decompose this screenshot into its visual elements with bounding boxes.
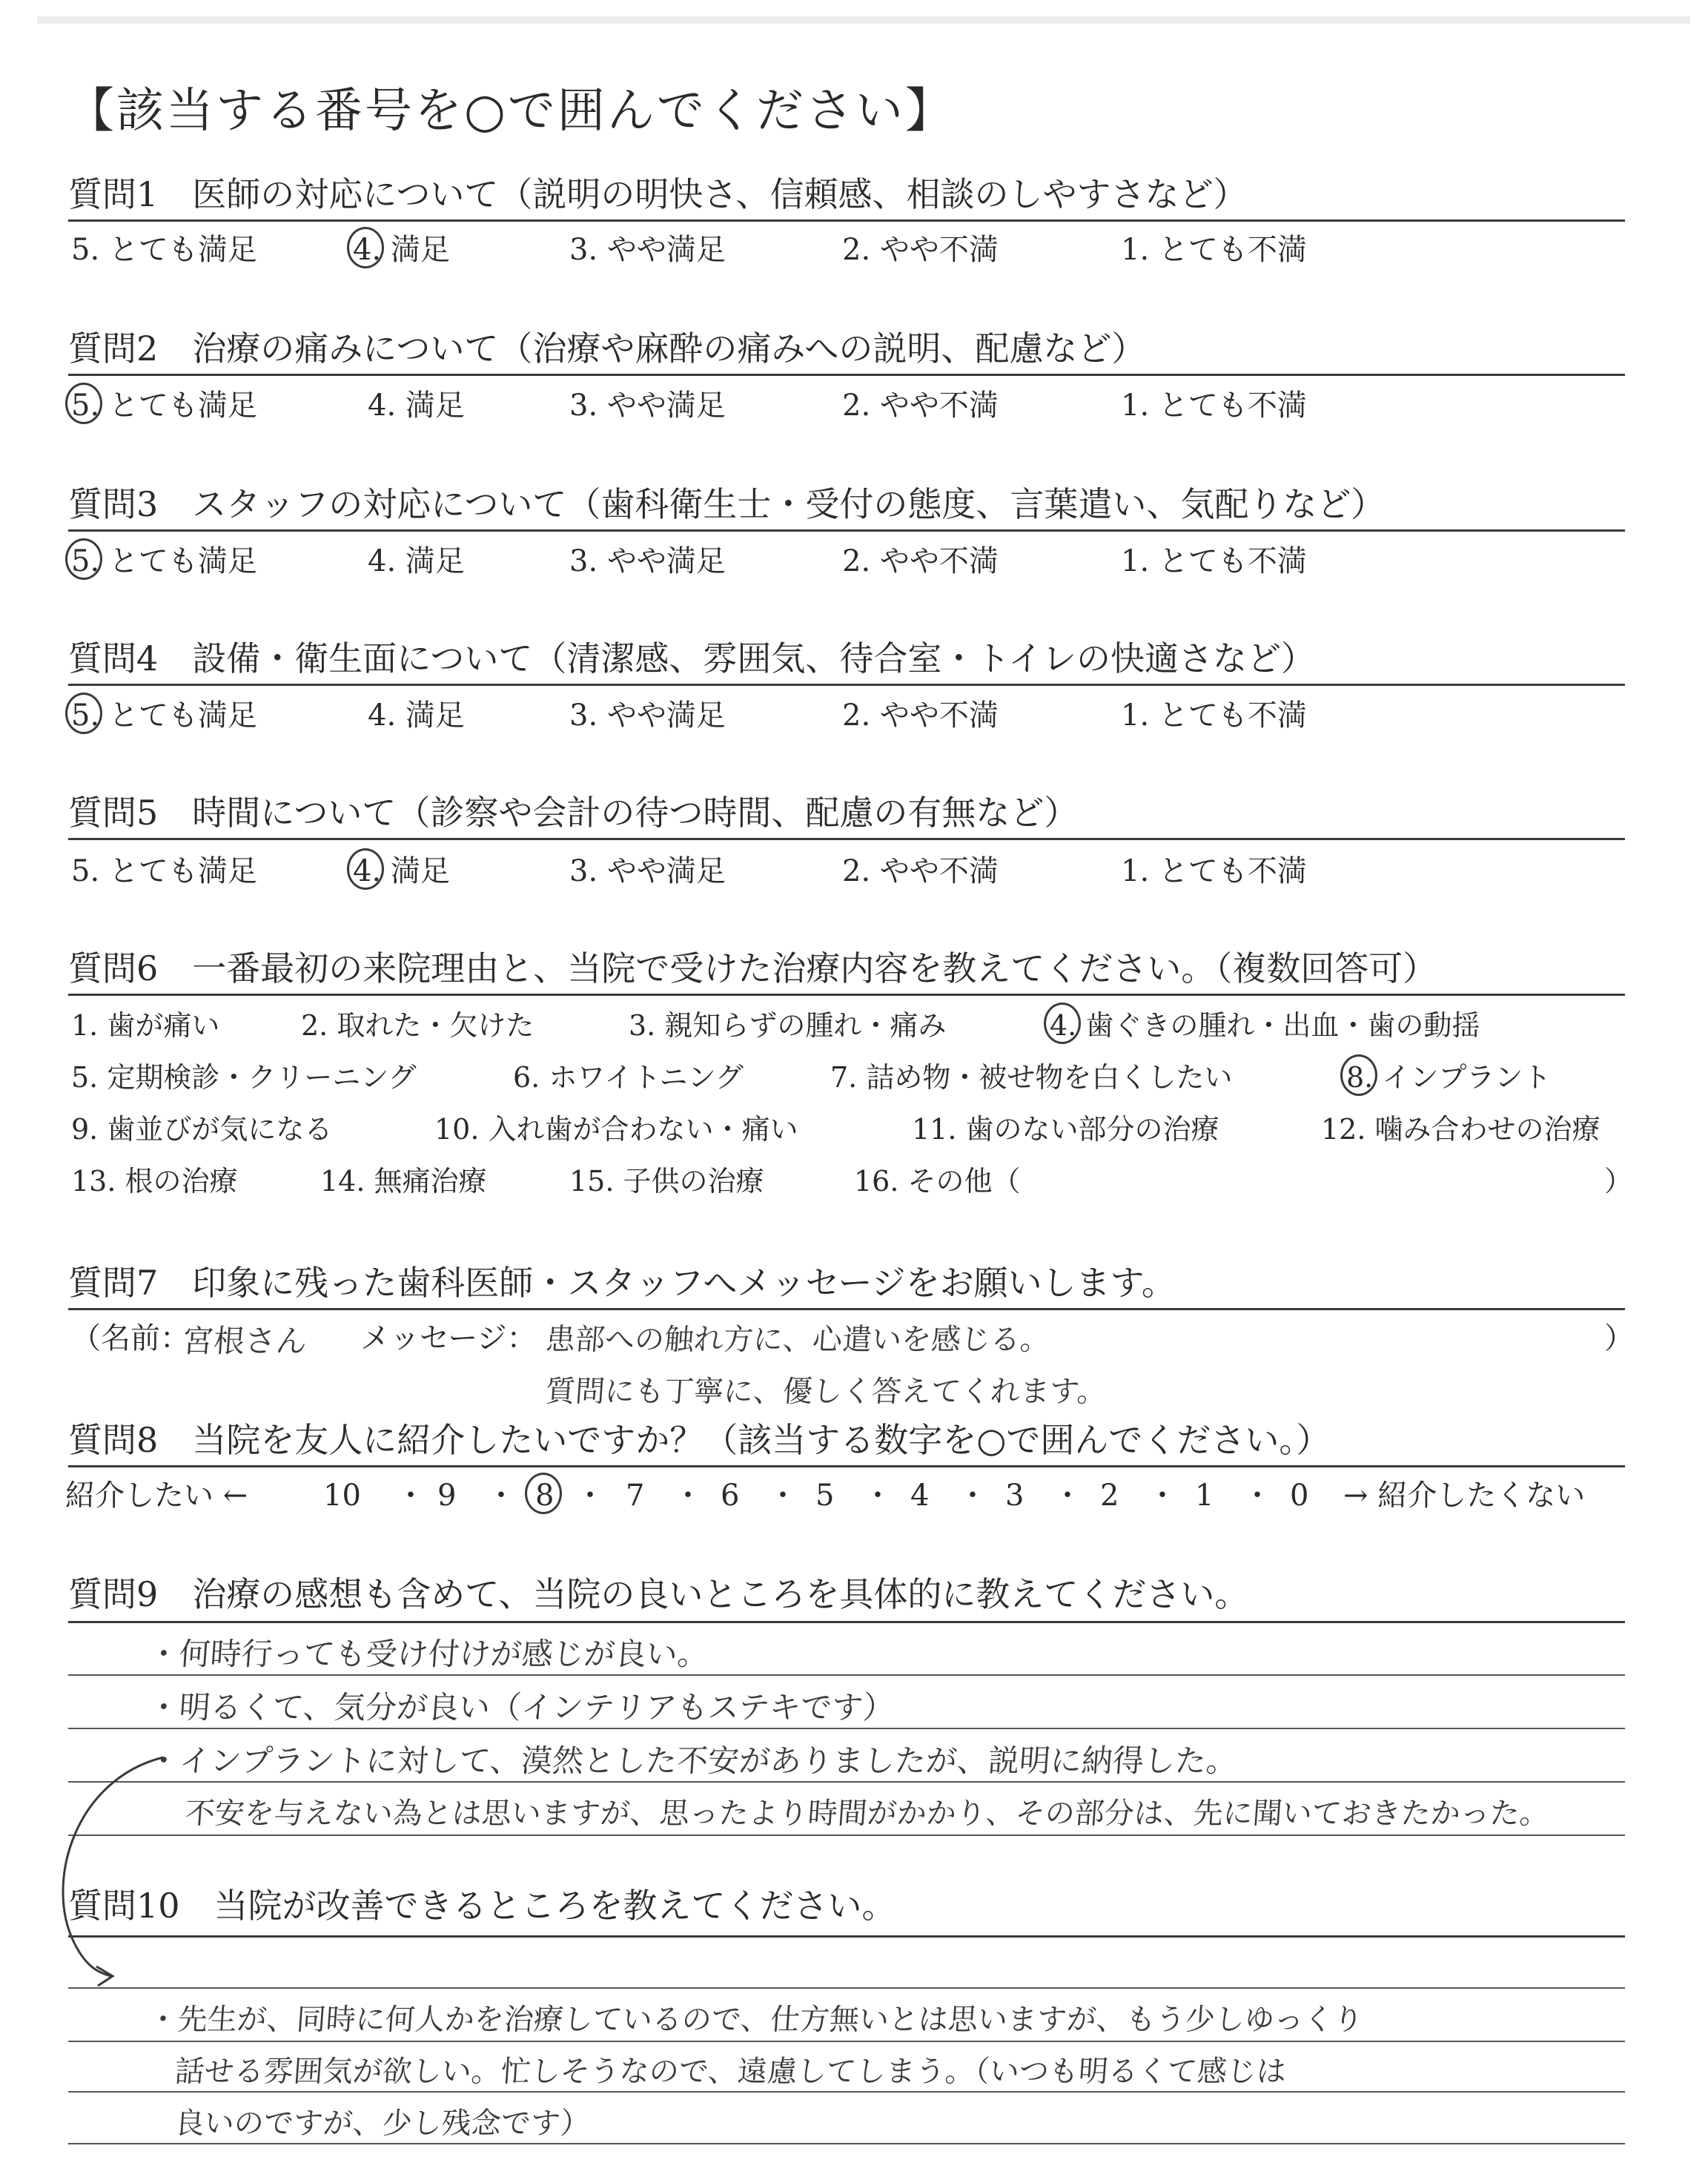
q6-option-9[interactable]: 9. 歯並びが気になる — [71, 1113, 333, 1146]
question-9 — [68, 1572, 1625, 1616]
q6-option-2[interactable]: 2. 取れた・欠けた — [301, 1009, 534, 1042]
question-3 — [68, 482, 1625, 526]
recommend-right-label: → 紹介したくない — [1343, 1479, 1586, 1513]
question-5-heading: 質問5 時間について（診察や会計の待つ時間、配慮の有無など） — [68, 793, 1079, 833]
question-10 — [68, 1883, 1625, 1928]
question-6 — [68, 946, 1625, 991]
handwritten-arrow — [44, 1750, 193, 1987]
selection-circle — [525, 1473, 562, 1514]
message-close: ） — [1604, 1321, 1634, 1355]
q10-answer-1[interactable]: ・先生が、同時に何人かを治療しているので、仕方無いとは思いますが、もう少しゆっくり — [147, 2003, 1365, 2037]
scale-3[interactable]: 3 — [1005, 1479, 1025, 1513]
q1-option-1[interactable]: 1. とても不満 — [1121, 233, 1307, 267]
q9-answer-4[interactable]: 不安を与えない為とは思いますが、思ったより時間がかかり、その部分は、先に聞いておきたかった。 — [184, 1797, 1551, 1831]
question-4-heading: 質問4 設備・衛生面について（清潔感、雰囲気、待合室・トイレの快適さなど） — [68, 638, 1316, 678]
q1-option-2[interactable]: 2. やや不満 — [842, 233, 999, 267]
scale-6[interactable]: 6 — [721, 1479, 740, 1513]
scale-5[interactable]: 5 — [815, 1479, 835, 1513]
scale-sep: ・ — [396, 1479, 426, 1513]
q10-answer-3[interactable]: 良いのですが、少し残念です） — [173, 2107, 592, 2141]
q6-option-16[interactable]: 16. その他（ — [854, 1165, 1021, 1198]
q2-option-5[interactable]: 5. とても満足 — [71, 387, 257, 424]
selection-circle — [347, 848, 384, 890]
q1-option-3[interactable]: 3. やや満足 — [569, 233, 726, 267]
scale-9[interactable]: 9 — [437, 1479, 457, 1513]
q6-option-15[interactable]: 15. 子供の治療 — [569, 1165, 764, 1198]
q6-option-5[interactable]: 5. 定期検診・クリーニング — [71, 1061, 417, 1094]
q3-option-4[interactable]: 4. 満足 — [368, 544, 465, 578]
q2-option-1[interactable]: 1. とても不満 — [1121, 389, 1307, 423]
q10-answer-2[interactable]: 話せる雰囲気が欲しい。忙しそうなので、遠慮してしまう。（いつも明るくて感じは — [173, 2055, 1288, 2089]
selection-circle — [65, 383, 102, 424]
q3-option-2[interactable]: 2. やや不満 — [842, 544, 999, 578]
scale-0[interactable]: 0 — [1290, 1479, 1309, 1513]
question-3-heading: 質問3 スタッフの対応について（歯科衛生士・受付の態度、言葉遣い、気配りなど） — [68, 484, 1386, 524]
scale-sep: ・ — [486, 1479, 516, 1513]
question-7 — [68, 1261, 1625, 1305]
scale-sep: ・ — [1242, 1479, 1272, 1513]
scale-sep: ・ — [863, 1479, 893, 1513]
answer-line — [68, 1781, 1625, 1783]
scale-8[interactable]: 8 — [535, 1477, 554, 1514]
q5-option-1[interactable]: 1. とても不満 — [1121, 854, 1307, 888]
question-3-rule — [68, 529, 1625, 532]
scale-10[interactable]: 10 — [323, 1479, 361, 1513]
q9-answer-2[interactable]: ・明るくて、気分が良い（インテリアもステキです） — [147, 1689, 896, 1725]
question-7-heading: 質問7 印象に残った歯科医師・スタッフへメッセージをお願いします。 — [68, 1263, 1176, 1303]
staff-name-handwritten[interactable]: 宮根さん — [181, 1323, 308, 1359]
scale-2[interactable]: 2 — [1100, 1479, 1119, 1513]
q3-option-3[interactable]: 3. やや満足 — [569, 544, 726, 578]
q6-option-1[interactable]: 1. 歯が痛い — [71, 1009, 220, 1042]
selection-circle — [65, 693, 102, 734]
scale-4[interactable]: 4 — [910, 1479, 930, 1513]
answer-line — [68, 2143, 1625, 2144]
q3-option-1[interactable]: 1. とても不満 — [1121, 544, 1307, 578]
question-8-rule — [68, 1465, 1625, 1467]
question-8-heading: 質問8 当院を友人に紹介したいですか？（該当する数字を○で囲んでください。） — [68, 1420, 1331, 1460]
question-10-heading: 質問10 当院が改善できるところを教えてください。 — [68, 1886, 896, 1926]
q3-option-5[interactable]: 5. とても満足 — [71, 543, 257, 580]
q6-option-12[interactable]: 12. 噛み合わせの治療 — [1321, 1113, 1601, 1146]
q6-option-3[interactable]: 3. 親知らずの腫れ・痛み — [629, 1009, 947, 1042]
q9-answer-3[interactable]: ・インプラントに対して、漠然とした不安がありましたが、説明に納得した。 — [147, 1743, 1239, 1779]
answer-line — [68, 1674, 1625, 1676]
question-1-rule — [68, 219, 1625, 222]
answer-line — [68, 1987, 1625, 1989]
answer-line — [68, 1728, 1625, 1729]
selection-circle — [1044, 1003, 1081, 1044]
question-10-rule — [68, 1935, 1625, 1938]
question-4-rule — [68, 684, 1625, 686]
q1-option-5[interactable]: 5. とても満足 — [71, 233, 257, 267]
question-5 — [68, 790, 1625, 835]
question-9-heading: 質問9 治療の感想も含めて、当院の良いところを具体的に教えてください。 — [68, 1574, 1249, 1614]
scale-sep: ・ — [958, 1479, 987, 1513]
q5-option-4[interactable]: 4. 満足 — [353, 853, 450, 890]
q2-option-4[interactable]: 4. 満足 — [368, 389, 465, 423]
q6-option-13[interactable]: 13. 根の治療 — [71, 1165, 238, 1198]
q4-option-5[interactable]: 5. とても満足 — [71, 697, 257, 734]
q6-other-close: ） — [1604, 1165, 1633, 1198]
q6-option-14[interactable]: 14. 無痛治療 — [320, 1165, 487, 1198]
scale-7[interactable]: 7 — [626, 1479, 645, 1513]
q2-option-2[interactable]: 2. やや不満 — [842, 389, 999, 423]
name-label: （名前： — [71, 1321, 190, 1355]
q6-option-4[interactable]: 4. 歯ぐきの腫れ・出血・歯の動揺 — [1050, 1007, 1480, 1044]
question-6-heading: 質問6 一番最初の来院理由と、当院で受けた治療内容を教えてください。（複数回答可） — [68, 948, 1437, 988]
question-7-rule — [68, 1308, 1625, 1310]
scale-sep: ・ — [1053, 1479, 1082, 1513]
q5-option-2[interactable]: 2. やや不満 — [842, 854, 999, 888]
question-1-heading: 質問1 医師の対応について（説明の明快さ、信頼感、相談のしやすさなど） — [68, 174, 1248, 214]
message-label: メッセージ： — [360, 1321, 537, 1355]
q5-option-5[interactable]: 5. とても満足 — [71, 854, 257, 888]
scale-sep: ・ — [575, 1479, 605, 1513]
selection-circle — [347, 227, 384, 268]
recommend-left-label: 紹介したい ← — [65, 1479, 248, 1513]
question-8 — [68, 1418, 1625, 1462]
answer-line — [68, 2091, 1625, 2093]
q9-answer-1[interactable]: ・何時行っても受け付けが感じが良い。 — [147, 1636, 710, 1672]
q6-option-6[interactable]: 6. ホワイトニング — [513, 1061, 744, 1094]
q4-option-2[interactable]: 2. やや不満 — [842, 698, 999, 733]
question-1 — [68, 172, 1625, 217]
question-9-rule — [68, 1621, 1625, 1623]
question-6-rule — [68, 994, 1625, 996]
question-2-heading: 質問2 治療の痛みについて（治療や麻酔の痛みへの説明、配慮など） — [68, 328, 1146, 369]
q5-option-3[interactable]: 3. やや満足 — [569, 854, 726, 888]
page-title: 【該当する番号を○で囲んでください】 — [67, 84, 955, 139]
q6-option-10[interactable]: 10. 入れ歯が合わない・痛い — [434, 1113, 798, 1146]
question-5-rule — [68, 838, 1625, 840]
q6-option-8[interactable]: 8. インプラント — [1346, 1059, 1551, 1096]
question-2 — [68, 326, 1625, 371]
q4-option-4[interactable]: 4. 満足 — [368, 698, 465, 733]
selection-circle — [1340, 1054, 1377, 1096]
answer-line — [68, 1834, 1625, 1836]
scale-sep: ・ — [673, 1479, 703, 1513]
selection-circle — [65, 538, 102, 580]
message-handwritten-line2[interactable]: 質問にも丁寧に、優しく答えてくれます。 — [544, 1375, 1108, 1409]
q4-option-1[interactable]: 1. とても不満 — [1121, 698, 1307, 733]
q6-option-7[interactable]: 7. 詰め物・被せ物を白くしたい — [830, 1061, 1233, 1094]
q6-option-11[interactable]: 11. 歯のない部分の治療 — [912, 1113, 1219, 1146]
scan-edge-line — [37, 16, 1690, 24]
message-handwritten-line1[interactable]: 患部への触れ方に、心遣いを感じる。 — [544, 1323, 1051, 1357]
question-4 — [68, 636, 1625, 681]
scale-sep: ・ — [1148, 1479, 1177, 1513]
scale-sep: ・ — [768, 1479, 798, 1513]
answer-line — [68, 2041, 1625, 2042]
scale-1[interactable]: 1 — [1195, 1479, 1214, 1513]
question-2-rule — [68, 374, 1625, 376]
q4-option-3[interactable]: 3. やや満足 — [569, 698, 726, 733]
q1-option-4[interactable]: 4. 満足 — [353, 231, 450, 268]
q2-option-3[interactable]: 3. やや満足 — [569, 389, 726, 423]
